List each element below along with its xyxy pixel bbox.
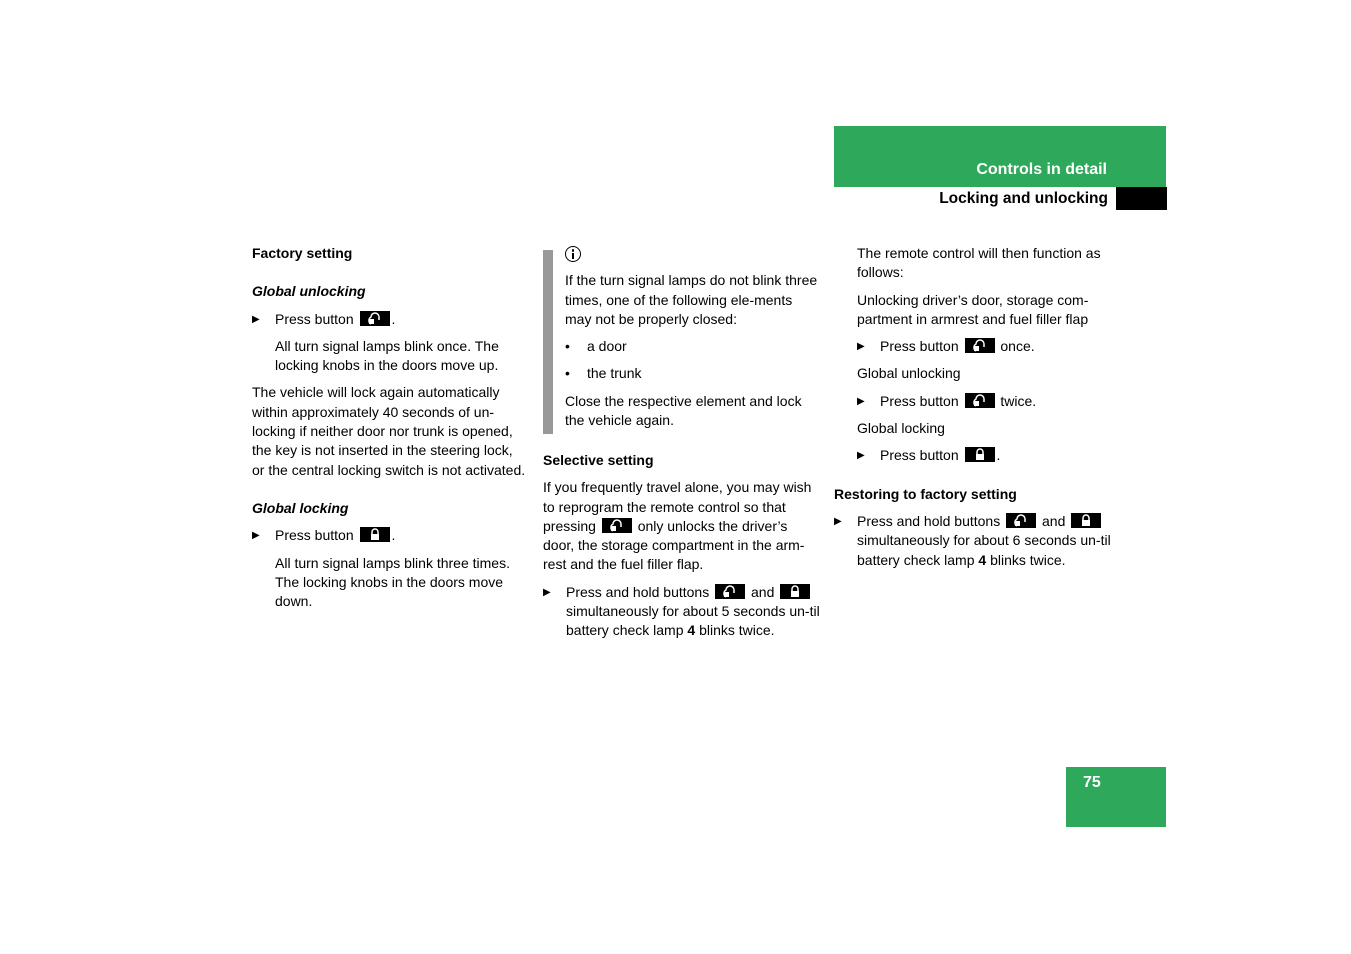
- info-icon: [565, 246, 581, 262]
- note-item: • the trunk: [565, 364, 820, 383]
- unlock-key-icon: [965, 338, 995, 353]
- unlock-key-icon: [360, 311, 390, 326]
- heading-factory-setting: Factory setting: [252, 245, 353, 261]
- note-bar: [543, 250, 553, 434]
- subsection-title: Locking and unlocking: [939, 190, 1108, 207]
- unlocking-driver-door-label: Unlocking driver’s door, storage com-partment in armrest and fuel filler flap: [857, 291, 1089, 327]
- note-box: [565, 246, 820, 430]
- heading-global-locking: Global locking: [252, 499, 349, 516]
- note-intro: If the turn signal lamps do not blink three times, one of the following ele-ments may not be properly closed:: [565, 272, 818, 327]
- global-unlocking-label: Global unlocking: [857, 365, 961, 382]
- step-reprogram: ▶ Press and hold buttons and simultaneously for about 5 seconds un-til battery check lamp 4 blinks twice.: [543, 583, 820, 641]
- column-factory-setting: [252, 244, 527, 611]
- global-locking-label: Global locking: [857, 420, 945, 437]
- step-global-locking: ▶ Press button .: [252, 526, 527, 545]
- section-tab: [834, 126, 1166, 187]
- heading-selective-setting: Selective setting: [543, 452, 654, 468]
- lock-key-icon: [1071, 513, 1101, 528]
- unlock-key-icon: [602, 518, 632, 533]
- column-remote-functions: [834, 244, 1114, 570]
- selective-text: If you frequently travel alone, you may wish to reprogram the remote control so that pressing only unlocks the driver’s door, the storage compartment in the arm-rest and the fuel filler flap.: [543, 479, 812, 573]
- lock-key-icon: [780, 584, 810, 599]
- heading-restoring-factory: Restoring to factory setting: [834, 485, 1017, 502]
- remote-function-intro: The remote control will then function as follows:: [857, 245, 1101, 281]
- step-unlock-once: ▶ Press button once.: [857, 337, 1114, 356]
- note-outro: Close the respective element and lock the vehicle again.: [565, 392, 802, 429]
- auto-lock-text: The vehicle will lock again automatically within approximately 40 seconds of un-locking if neither door nor trunk is opened, the key is not inserted in the steering lock, or the central locking switch is not activated.: [252, 384, 526, 478]
- lock-key-icon: [965, 447, 995, 462]
- unlock-key-icon: [1006, 513, 1036, 528]
- note-item: • a door: [565, 337, 820, 356]
- unlock-key-icon: [965, 393, 995, 408]
- section-title: Controls in detail: [976, 161, 1107, 178]
- result-global-unlocking: All turn signal lamps blink once. The locking knobs in the doors move up.: [275, 337, 499, 374]
- column-selective-setting: [543, 451, 820, 641]
- step-unlock-twice: ▶ Press button twice.: [857, 392, 1114, 411]
- unlock-key-icon: [715, 584, 745, 599]
- page-number: 75: [1083, 774, 1101, 791]
- page-number-tab: [1066, 767, 1166, 827]
- step-lock: ▶ Press button .: [857, 446, 1114, 465]
- step-global-unlocking: ▶ Press button .: [252, 310, 527, 329]
- lock-key-icon: [360, 527, 390, 542]
- heading-global-unlocking: Global unlocking: [252, 283, 366, 300]
- step-restore: ▶ Press and hold buttons and simultaneously for about 6 seconds un-til battery check lamp 4 blinks twice.: [834, 512, 1114, 570]
- result-global-locking: All turn signal lamps blink three times. The locking knobs in the doors move down.: [275, 554, 510, 610]
- subsection-marker: [1116, 187, 1167, 210]
